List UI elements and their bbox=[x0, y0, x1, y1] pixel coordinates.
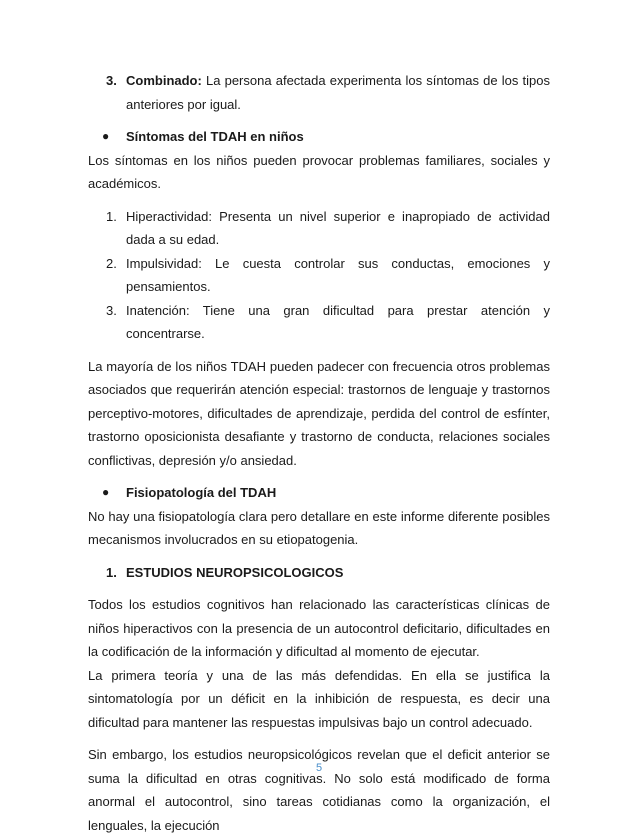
paragraph-fisiopatologia: No hay una fisiopatología clara pero detallare en este informe diferente posibles mecanismos involucrados en su etiopatogenia. bbox=[88, 508, 550, 547]
list-item bbox=[106, 252, 550, 299]
list-number: 1. bbox=[106, 208, 117, 224]
page-content bbox=[88, 69, 550, 837]
heading-number: 1. bbox=[106, 564, 117, 580]
paragraph-teoria: La primera teoría y una de las más defendidas. En ella se justifica la sintomatología por un déficit en la inhibición de respuesta, es decir una dificultad para mantener las respuestas impulsivas bajo un control adecuado. bbox=[88, 667, 550, 730]
list-text: La persona afectada experimenta los síntomas de los tipos anteriores por igual. bbox=[126, 73, 550, 112]
sintomas-list bbox=[88, 205, 550, 346]
list-number: 3. bbox=[106, 302, 117, 318]
section-heading-estudios bbox=[106, 561, 550, 585]
paragraph-sintomas: Los síntomas en los niños pueden provocar problemas familiares, sociales y académicos. bbox=[88, 152, 550, 191]
paragraph-mayoria: La mayoría de los niños TDAH pueden padecer con frecuencia otros problemas asociados que requerirán atención especial: trastornos de lenguaje y trastornos perceptivo-motores, dificultades de aprendizaje, perdida del control de esfínter, trastorno oposicionista desafiante y trastorno de conducta, relaciones sociales conflictivas, depresión y/o ansiedad. bbox=[88, 358, 550, 468]
list-item bbox=[106, 205, 550, 252]
page-number: 5 bbox=[315, 762, 323, 774]
bullet-icon: ● bbox=[102, 485, 110, 499]
list-term: Combinado: bbox=[126, 73, 202, 88]
list-item bbox=[106, 299, 550, 346]
list-item-combinado bbox=[106, 69, 550, 116]
list-text: Impulsividad: Le cuesta controlar sus conductas, emociones y pensamientos. bbox=[126, 255, 550, 294]
bullet-text: Fisiopatología del TDAH bbox=[126, 485, 277, 500]
heading-text: ESTUDIOS NEUROPSICOLOGICOS bbox=[126, 564, 344, 580]
list-number: 3. bbox=[106, 73, 117, 88]
bullet-text: Síntomas del TDAH en niños bbox=[126, 129, 304, 144]
list-text: Hiperactividad: Presenta un nivel superior e inapropiado de actividad dada a su edad. bbox=[126, 208, 550, 247]
bullet-heading-fisiopatologia bbox=[102, 481, 550, 505]
bullet-icon: ● bbox=[102, 129, 110, 143]
paragraph-todos: Todos los estudios cognitivos han relacionado las características clínicas de niños hiperactivos con la presencia de un autocontrol deficitario, dificultades en la codificación de la información y dificultad al momento de ejecutar. bbox=[88, 597, 550, 659]
list-text: Inatención: Tiene una gran dificultad para prestar atención y concentrarse. bbox=[126, 302, 550, 341]
paragraph-sin-embargo: Sin embargo, los estudios neuropsicológicos revelan que el deficit anterior se suma la dificultad en otras cognitivas. No solo está modificado de forma anormal el autocontrol, sino tareas cotidianas como la organización, el lenguales, la ejecución bbox=[88, 747, 550, 833]
list-number: 2. bbox=[106, 255, 117, 271]
bullet-heading-sintomas bbox=[102, 125, 550, 149]
